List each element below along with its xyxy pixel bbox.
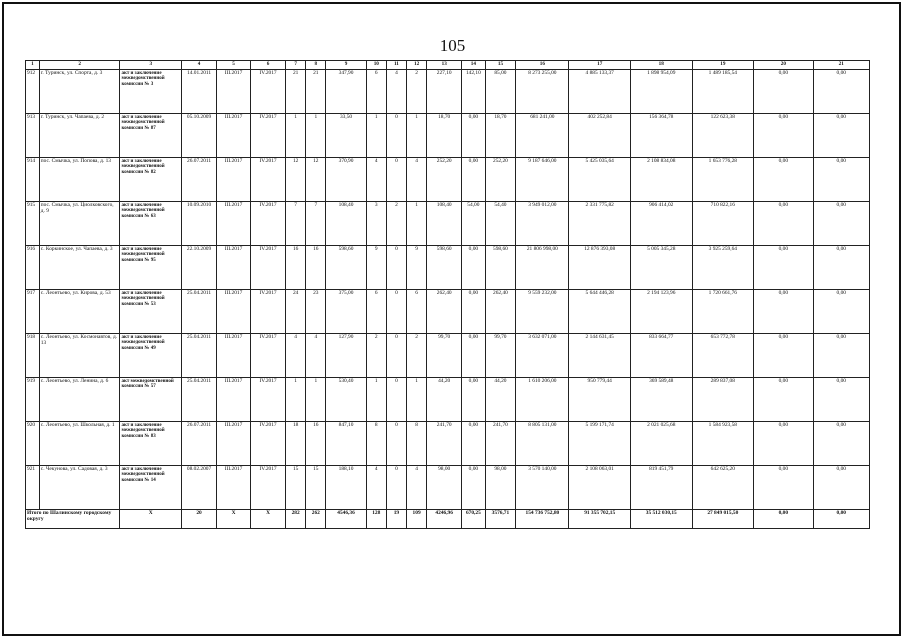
table-cell-c20: 0,00 bbox=[754, 69, 813, 113]
table-cell-addr: с. Леонтьево, ул. Ленина, д. 6 bbox=[39, 377, 120, 421]
table-cell-c13: 241,70 bbox=[427, 421, 462, 465]
table-cell-c9: 530,40 bbox=[326, 377, 366, 421]
table-cell-c8: 21 bbox=[306, 69, 326, 113]
table-cell-c19: 710 822,16 bbox=[692, 201, 754, 245]
table-cell-addr: с. Чекунова, ул. Садовая, д. 3 bbox=[39, 465, 120, 509]
table-cell-c13: 598,60 bbox=[427, 245, 462, 289]
table-cell-c20: 0,00 bbox=[754, 289, 813, 333]
table-cell-c15: 18,70 bbox=[485, 113, 516, 157]
column-header: 21 bbox=[813, 61, 869, 70]
column-header: 1 bbox=[26, 61, 40, 70]
column-header: 3 bbox=[120, 61, 182, 70]
table-cell-c20: 0,00 bbox=[754, 421, 813, 465]
table-cell-c14: 0,00 bbox=[462, 377, 485, 421]
table-cell-c19: 289 837,08 bbox=[692, 377, 754, 421]
table-cell-c17: 2 331 775,82 bbox=[569, 201, 631, 245]
table-cell-c14: 0,00 bbox=[462, 333, 485, 377]
housing-table bbox=[25, 60, 870, 529]
table-cell-c13: 262,40 bbox=[427, 289, 462, 333]
total-cell-c18: 35 512 030,15 bbox=[630, 509, 692, 528]
table-cell-c21: 0,00 bbox=[813, 421, 869, 465]
table-cell-c17: 12 876 393,08 bbox=[569, 245, 631, 289]
table-cell-c18: 2 108 834,08 bbox=[630, 157, 692, 201]
table-cell-c18: 369 589,48 bbox=[630, 377, 692, 421]
column-header: 12 bbox=[407, 61, 427, 70]
table-cell-c4: 05.10.2009 bbox=[182, 113, 217, 157]
table-cell-n: 915 bbox=[26, 201, 40, 245]
table-cell-c17: 2 108 063,01 bbox=[569, 465, 631, 509]
table-cell-c5: III.2017 bbox=[217, 333, 251, 377]
table-cell-doc: акт и заключение межведомственной комиссии № 82 bbox=[120, 157, 182, 201]
table-cell-c15: 99,70 bbox=[485, 333, 516, 377]
table-cell-addr: пос. Смычка, ул. Циолковского, д. 9 bbox=[39, 201, 120, 245]
table-row bbox=[26, 157, 870, 201]
column-header: 9 bbox=[326, 61, 366, 70]
table-cell-c6: IV.2017 bbox=[251, 333, 286, 377]
total-cell-c17: 91 355 702,15 bbox=[569, 509, 631, 528]
table-cell-c21: 0,00 bbox=[813, 289, 869, 333]
table-cell-c7: 16 bbox=[286, 245, 306, 289]
table-cell-c21: 0,00 bbox=[813, 113, 869, 157]
table-cell-c8: 7 bbox=[306, 201, 326, 245]
table-cell-c11: 0 bbox=[386, 333, 406, 377]
table-cell-c19: 1 489 185,54 bbox=[692, 69, 754, 113]
table-cell-c19: 122 623,38 bbox=[692, 113, 754, 157]
table-cell-c20: 0,00 bbox=[754, 245, 813, 289]
table-cell-c12: 1 bbox=[407, 377, 427, 421]
table-cell-c4: 14.01.2011 bbox=[182, 69, 217, 113]
table-cell-addr: с. Коркинское, ул. Чапаева, д. 3 bbox=[39, 245, 120, 289]
table-cell-c14: 0,00 bbox=[462, 157, 485, 201]
table-cell-c21: 0,00 bbox=[813, 201, 869, 245]
table-cell-c12: 4 bbox=[407, 157, 427, 201]
table-cell-c16: 21 806 998,00 bbox=[516, 245, 569, 289]
table-cell-c14: 0,00 bbox=[462, 113, 485, 157]
column-header: 8 bbox=[306, 61, 326, 70]
column-header: 7 bbox=[286, 61, 306, 70]
table-cell-c7: 18 bbox=[286, 421, 306, 465]
table-cell-doc: акт и заключение межведомственной комиссии № 63 bbox=[120, 201, 182, 245]
table-cell-c9: 127,90 bbox=[326, 333, 366, 377]
table-cell-c6: IV.2017 bbox=[251, 113, 286, 157]
table-cell-c15: 241,70 bbox=[485, 421, 516, 465]
table-cell-c10: 1 bbox=[366, 113, 386, 157]
table-cell-c5: III.2017 bbox=[217, 421, 251, 465]
table-cell-c5: III.2017 bbox=[217, 201, 251, 245]
column-header: 19 bbox=[692, 61, 754, 70]
table-cell-c12: 2 bbox=[407, 333, 427, 377]
column-header: 2 bbox=[39, 61, 120, 70]
table-cell-c12: 1 bbox=[407, 201, 427, 245]
column-header: 10 bbox=[366, 61, 386, 70]
table-cell-c9: 598,60 bbox=[326, 245, 366, 289]
table-cell-c6: IV.2017 bbox=[251, 289, 286, 333]
table-cell-c17: 4 885 133,37 bbox=[569, 69, 631, 113]
table-body bbox=[26, 69, 870, 528]
table-cell-c7: 1 bbox=[286, 377, 306, 421]
table-cell-c5: III.2017 bbox=[217, 245, 251, 289]
total-cell-c10: 128 bbox=[366, 509, 386, 528]
table-cell-c10: 4 bbox=[366, 465, 386, 509]
table-row bbox=[26, 377, 870, 421]
total-cell-c12: 109 bbox=[407, 509, 427, 528]
table-cell-doc: акт и заключение межведомственной комиссии № 49 bbox=[120, 333, 182, 377]
column-header: 4 bbox=[182, 61, 217, 70]
table-cell-c10: 9 bbox=[366, 245, 386, 289]
total-cell-c7: 282 bbox=[286, 509, 306, 528]
table-cell-c7: 12 bbox=[286, 157, 306, 201]
table-cell-c16: 3 570 140,00 bbox=[516, 465, 569, 509]
table-cell-c8: 12 bbox=[306, 157, 326, 201]
table-cell-addr: с. Леонтьево, ул. Космонавтов, д. 13 bbox=[39, 333, 120, 377]
table-cell-c8: 16 bbox=[306, 421, 326, 465]
table-cell-c11: 2 bbox=[386, 201, 406, 245]
table-cell-c13: 44,20 bbox=[427, 377, 462, 421]
table-cell-c9: 847,10 bbox=[326, 421, 366, 465]
table-cell-c10: 8 bbox=[366, 421, 386, 465]
table-cell-c20: 0,00 bbox=[754, 201, 813, 245]
column-header: 6 bbox=[251, 61, 286, 70]
table-cell-c21: 0,00 bbox=[813, 377, 869, 421]
table-cell-c6: IV.2017 bbox=[251, 465, 286, 509]
table-cell-c8: 4 bbox=[306, 333, 326, 377]
table-cell-c6: IV.2017 bbox=[251, 69, 286, 113]
table-cell-c10: 2 bbox=[366, 333, 386, 377]
table-cell-addr: г. Туринск, ул. Спорта, д. 3 bbox=[39, 69, 120, 113]
total-cell-c11: 19 bbox=[386, 509, 406, 528]
table-cell-c4: 26.07.2011 bbox=[182, 421, 217, 465]
table-cell-c9: 33,50 bbox=[326, 113, 366, 157]
column-header: 15 bbox=[485, 61, 516, 70]
table-cell-c19: 642 625,20 bbox=[692, 465, 754, 509]
table-row bbox=[26, 201, 870, 245]
table-cell-doc: акт и заключение межведомственной комиссии № 87 bbox=[120, 113, 182, 157]
table-cell-c4: 25.04.2011 bbox=[182, 289, 217, 333]
table-cell-c17: 950 779,44 bbox=[569, 377, 631, 421]
table-cell-c17: 5 644 446,28 bbox=[569, 289, 631, 333]
table-cell-addr: г. Туринск, ул. Чапаева, д. 2 bbox=[39, 113, 120, 157]
table-cell-c14: 0,00 bbox=[462, 289, 485, 333]
table-cell-c5: III.2017 bbox=[217, 113, 251, 157]
table-cell-doc: акт и заключение межведомственной комиссии № 53 bbox=[120, 289, 182, 333]
total-row bbox=[26, 509, 870, 528]
total-cell-c8: 262 bbox=[306, 509, 326, 528]
table-cell-c18: 2 194 123,96 bbox=[630, 289, 692, 333]
table-cell-c15: 598,60 bbox=[485, 245, 516, 289]
table-cell-n: 916 bbox=[26, 245, 40, 289]
table-cell-c18: 5 005 345,28 bbox=[630, 245, 692, 289]
total-label: Итого по Шалинскому городскому округу bbox=[26, 509, 120, 528]
table-cell-c18: 819 451,79 bbox=[630, 465, 692, 509]
table-cell-c4: 25.04.2011 bbox=[182, 333, 217, 377]
header-row bbox=[26, 61, 870, 70]
table-cell-c4: 22.10.2009 bbox=[182, 245, 217, 289]
total-cell-c21: 0,00 bbox=[813, 509, 869, 528]
table-cell-n: 918 bbox=[26, 333, 40, 377]
column-header: 13 bbox=[427, 61, 462, 70]
column-header: 20 bbox=[754, 61, 813, 70]
table-cell-c7: 21 bbox=[286, 69, 306, 113]
table-cell-c13: 252,20 bbox=[427, 157, 462, 201]
table-cell-n: 920 bbox=[26, 421, 40, 465]
table-cell-c20: 0,00 bbox=[754, 465, 813, 509]
table-cell-c19: 1 653 776,28 bbox=[692, 157, 754, 201]
table-cell-c16: 8 805 131,00 bbox=[516, 421, 569, 465]
table-cell-c18: 833 664,77 bbox=[630, 333, 692, 377]
table-cell-c5: III.2017 bbox=[217, 157, 251, 201]
table-cell-c4: 25.04.2011 bbox=[182, 377, 217, 421]
table-cell-c5: III.2017 bbox=[217, 465, 251, 509]
column-header: 17 bbox=[569, 61, 631, 70]
table-cell-c21: 0,00 bbox=[813, 333, 869, 377]
table-cell-c16: 9 559 232,00 bbox=[516, 289, 569, 333]
total-cell-c16: 154 736 752,80 bbox=[516, 509, 569, 528]
table-cell-c10: 6 bbox=[366, 289, 386, 333]
table-cell-c8: 1 bbox=[306, 377, 326, 421]
table-cell-addr: с. Леонтьево, ул. Кирова, д. 53 bbox=[39, 289, 120, 333]
table-cell-c15: 85,00 bbox=[485, 69, 516, 113]
table-cell-c11: 0 bbox=[386, 465, 406, 509]
table-cell-c13: 18,70 bbox=[427, 113, 462, 157]
table-cell-c10: 1 bbox=[366, 377, 386, 421]
table-cell-c17: 402 252,84 bbox=[569, 113, 631, 157]
table-cell-c6: IV.2017 bbox=[251, 201, 286, 245]
total-cell-c5: X bbox=[217, 509, 251, 528]
page-number: 105 bbox=[439, 36, 466, 55]
table-cell-c16: 681 241,00 bbox=[516, 113, 569, 157]
table-cell-c20: 0,00 bbox=[754, 333, 813, 377]
table-cell-c7: 1 bbox=[286, 113, 306, 157]
total-cell-c19: 27 849 015,50 bbox=[692, 509, 754, 528]
total-cell-c13: 4246,96 bbox=[427, 509, 462, 528]
column-header: 5 bbox=[217, 61, 251, 70]
table-cell-c6: IV.2017 bbox=[251, 377, 286, 421]
table-cell-c11: 0 bbox=[386, 113, 406, 157]
table-cell-c5: III.2017 bbox=[217, 377, 251, 421]
column-header: 18 bbox=[630, 61, 692, 70]
table-cell-c7: 24 bbox=[286, 289, 306, 333]
table-cell-c11: 0 bbox=[386, 289, 406, 333]
table-cell-c9: 370,90 bbox=[326, 157, 366, 201]
table-cell-c4: 26.07.2011 bbox=[182, 157, 217, 201]
total-cell-c6: X bbox=[251, 509, 286, 528]
table-cell-c15: 44,20 bbox=[485, 377, 516, 421]
table-cell-c11: 0 bbox=[386, 421, 406, 465]
table-cell-c18: 1 898 954,09 bbox=[630, 69, 692, 113]
table-cell-c9: 108,40 bbox=[326, 201, 366, 245]
table-cell-c10: 4 bbox=[366, 157, 386, 201]
table-cell-c13: 227,10 bbox=[427, 69, 462, 113]
table-cell-c7: 15 bbox=[286, 465, 306, 509]
table-cell-c8: 16 bbox=[306, 245, 326, 289]
table-row bbox=[26, 289, 870, 333]
table-cell-c19: 653 772,78 bbox=[692, 333, 754, 377]
table-cell-c5: III.2017 bbox=[217, 289, 251, 333]
column-header: 11 bbox=[386, 61, 406, 70]
column-header: 14 bbox=[462, 61, 485, 70]
total-cell-c14: 670,25 bbox=[462, 509, 485, 528]
table-cell-c14: 0,00 bbox=[462, 421, 485, 465]
table-cell-c15: 262,40 bbox=[485, 289, 516, 333]
table-cell-addr: пос. Смычка, ул. Попова, д. 13 bbox=[39, 157, 120, 201]
table-row bbox=[26, 333, 870, 377]
table-cell-c9: 347,90 bbox=[326, 69, 366, 113]
table-row bbox=[26, 113, 870, 157]
table-cell-c19: 3 925 259,64 bbox=[692, 245, 754, 289]
table-cell-n: 921 bbox=[26, 465, 40, 509]
table-cell-c12: 6 bbox=[407, 289, 427, 333]
total-cell-c15: 3576,71 bbox=[485, 509, 516, 528]
table-cell-doc: акт и заключение межведомственной комиссии № 95 bbox=[120, 245, 182, 289]
table-cell-c15: 54,40 bbox=[485, 201, 516, 245]
table-cell-c12: 4 bbox=[407, 465, 427, 509]
table-cell-c14: 54,00 bbox=[462, 201, 485, 245]
table-cell-c15: 252,20 bbox=[485, 157, 516, 201]
table-cell-c12: 1 bbox=[407, 113, 427, 157]
table-cell-c19: 1 720 661,76 bbox=[692, 289, 754, 333]
table-cell-c16: 9 187 646,00 bbox=[516, 157, 569, 201]
table-cell-c17: 5 425 035,64 bbox=[569, 157, 631, 201]
table-cell-c5: III.2017 bbox=[217, 69, 251, 113]
table-cell-c8: 23 bbox=[306, 289, 326, 333]
table-cell-c7: 7 bbox=[286, 201, 306, 245]
total-cell-c3: X bbox=[120, 509, 182, 528]
table-cell-c21: 0,00 bbox=[813, 465, 869, 509]
table-cell-c16: 3 949 012,00 bbox=[516, 201, 569, 245]
table-row bbox=[26, 245, 870, 289]
table-cell-c15: 98,00 bbox=[485, 465, 516, 509]
table-cell-c10: 3 bbox=[366, 201, 386, 245]
total-cell-c9: 4546,36 bbox=[326, 509, 366, 528]
table-cell-n: 914 bbox=[26, 157, 40, 201]
table-cell-c8: 1 bbox=[306, 113, 326, 157]
table-cell-c20: 0,00 bbox=[754, 157, 813, 201]
table-cell-c19: 1 584 923,58 bbox=[692, 421, 754, 465]
table-cell-c11: 0 bbox=[386, 157, 406, 201]
table-cell-c20: 0,00 bbox=[754, 377, 813, 421]
table-cell-c16: 8 273 255,00 bbox=[516, 69, 569, 113]
table-cell-c9: 188,10 bbox=[326, 465, 366, 509]
table-cell-c21: 0,00 bbox=[813, 157, 869, 201]
table-cell-c14: 0,00 bbox=[462, 465, 485, 509]
table-cell-c13: 99,70 bbox=[427, 333, 462, 377]
table-cell-c7: 4 bbox=[286, 333, 306, 377]
table-cell-c16: 3 632 071,00 bbox=[516, 333, 569, 377]
table-cell-c18: 906 414,02 bbox=[630, 201, 692, 245]
table-cell-c21: 0,00 bbox=[813, 69, 869, 113]
table-cell-c12: 8 bbox=[407, 421, 427, 465]
table-cell-n: 913 bbox=[26, 113, 40, 157]
table-cell-c12: 9 bbox=[407, 245, 427, 289]
table-cell-c14: 0,00 bbox=[462, 245, 485, 289]
table-cell-c9: 375,00 bbox=[326, 289, 366, 333]
table-cell-doc: акт и заключение межведомственной комиссии № 3 bbox=[120, 69, 182, 113]
table-cell-c10: 6 bbox=[366, 69, 386, 113]
table-cell-c11: 4 bbox=[386, 69, 406, 113]
table-cell-c20: 0,00 bbox=[754, 113, 813, 157]
table-cell-c6: IV.2017 bbox=[251, 421, 286, 465]
table-cell-doc: акт и заключение межведомственной комиссии № 14 bbox=[120, 465, 182, 509]
table-cell-c16: 1 610 206,00 bbox=[516, 377, 569, 421]
table-row bbox=[26, 465, 870, 509]
table-cell-c18: 2 021 025,68 bbox=[630, 421, 692, 465]
table-cell-c13: 98,00 bbox=[427, 465, 462, 509]
table-row bbox=[26, 69, 870, 113]
table-cell-doc: акт межведомственной комиссии № 57 bbox=[120, 377, 182, 421]
table-cell-doc: акт и заключение межведомственной комиссии № 83 bbox=[120, 421, 182, 465]
table-cell-addr: с. Леонтьево, ул. Школьная, д. 1 bbox=[39, 421, 120, 465]
table-cell-c8: 15 bbox=[306, 465, 326, 509]
table-cell-c11: 0 bbox=[386, 245, 406, 289]
table-cell-c12: 2 bbox=[407, 69, 427, 113]
table-cell-c11: 0 bbox=[386, 377, 406, 421]
table-cell-c6: IV.2017 bbox=[251, 245, 286, 289]
table-row bbox=[26, 421, 870, 465]
table-cell-c17: 5 199 171,74 bbox=[569, 421, 631, 465]
total-cell-c4: 20 bbox=[182, 509, 217, 528]
table-cell-n: 912 bbox=[26, 69, 40, 113]
table-cell-c6: IV.2017 bbox=[251, 157, 286, 201]
table-cell-c4: 10.09.2010 bbox=[182, 201, 217, 245]
table-cell-c21: 0,00 bbox=[813, 245, 869, 289]
table-cell-c14: 142,10 bbox=[462, 69, 485, 113]
table-cell-c4: 08.02.2007 bbox=[182, 465, 217, 509]
total-cell-c20: 0,00 bbox=[754, 509, 813, 528]
table-cell-c13: 108,40 bbox=[427, 201, 462, 245]
table-cell-n: 919 bbox=[26, 377, 40, 421]
table-cell-n: 917 bbox=[26, 289, 40, 333]
column-header: 16 bbox=[516, 61, 569, 70]
table-cell-c18: 156 364,78 bbox=[630, 113, 692, 157]
table-cell-c17: 2 144 631,45 bbox=[569, 333, 631, 377]
